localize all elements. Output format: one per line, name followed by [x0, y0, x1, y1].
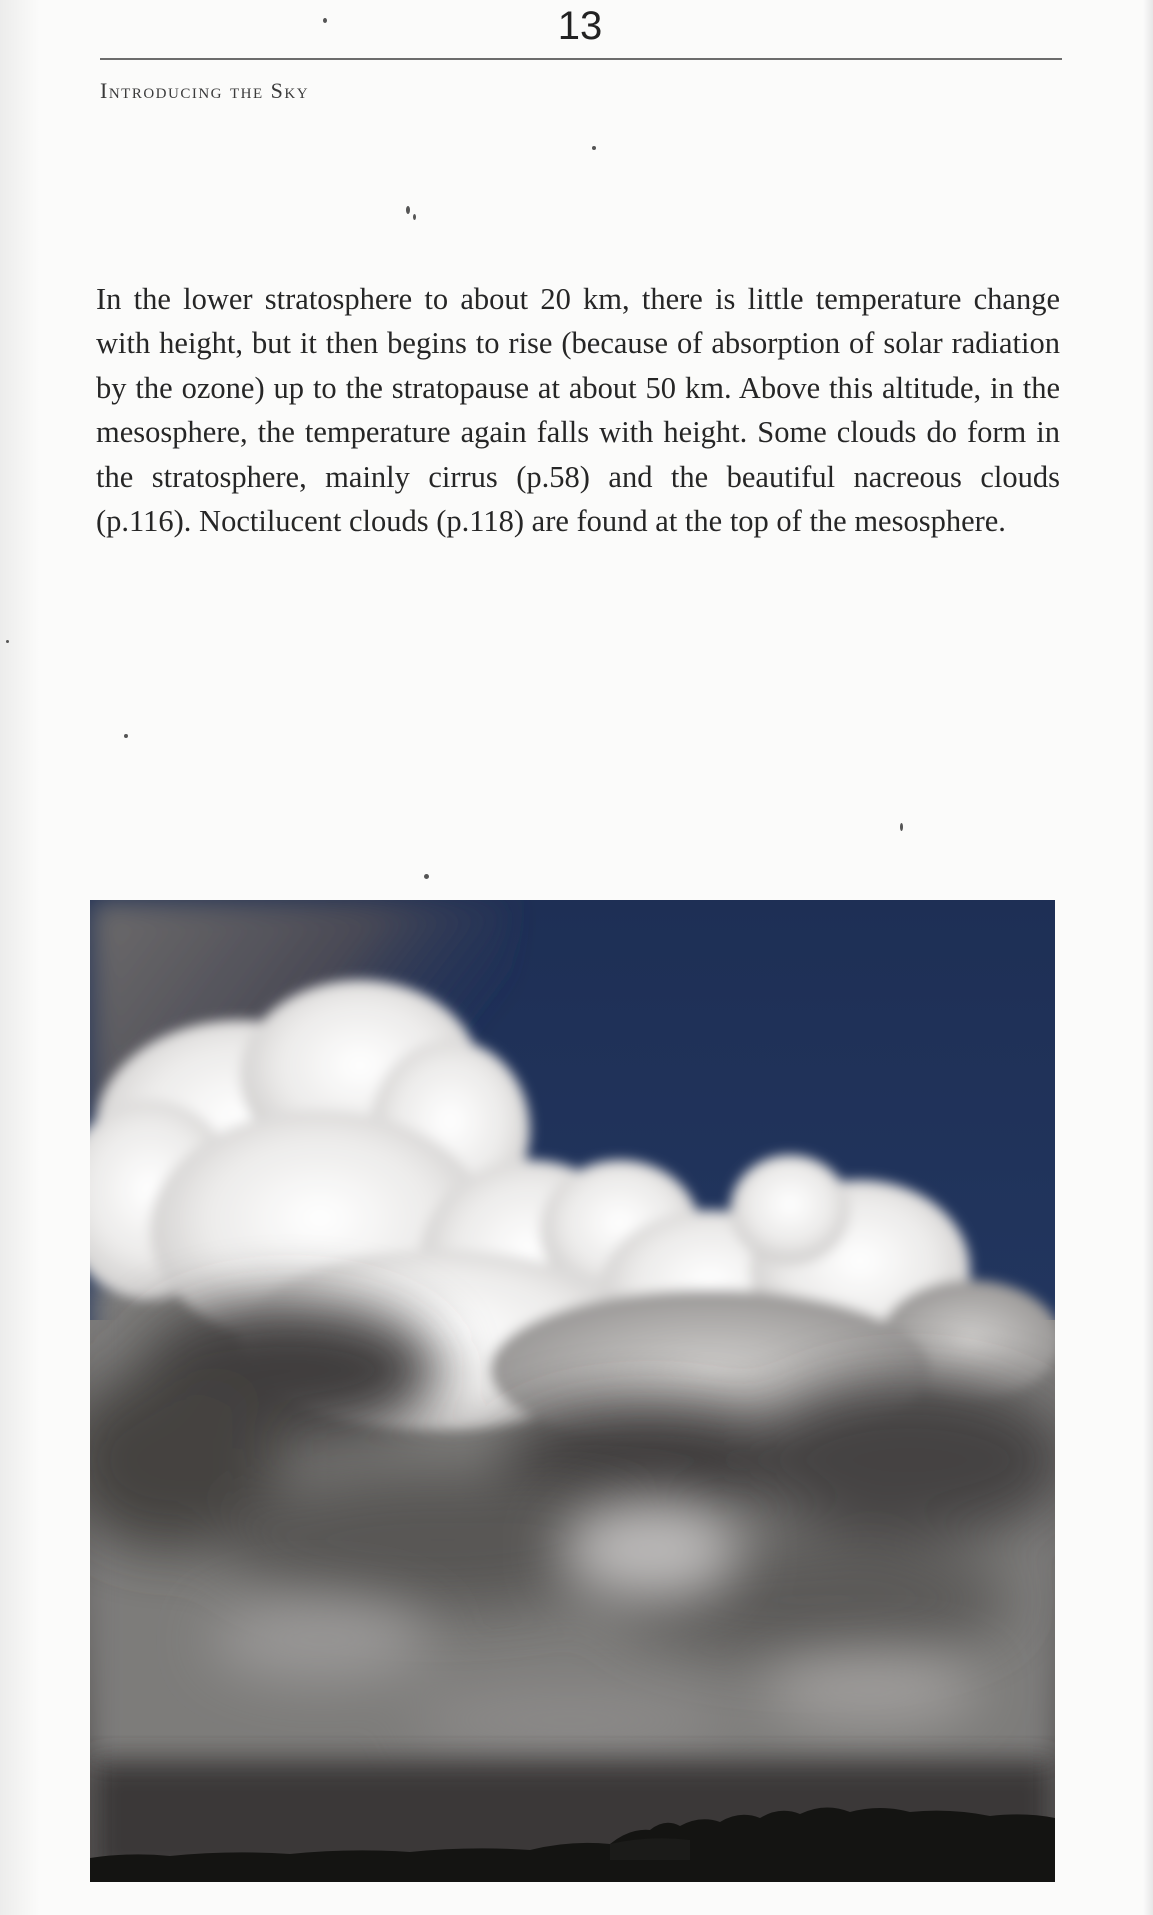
body-paragraph: In the lower stratosphere to about 20 km, there is little temperature change with height, but it then begins to rise (because of absorption of solar radiation by the ozone) up to the stratopause at about 50 km. Above this altitude, in the mesosphere, the temperature again falls with height. Some clouds do form in the stratosphere, mainly cirrus (p.58) and the beautiful nacreous clouds (p.116). Noctilucent clouds (p.118) are found at the top of the mesosphere. — [96, 281, 1060, 539]
page-gutter-shadow — [0, 0, 40, 1915]
cumulus-clouds-photo — [90, 900, 1055, 1882]
header-rule — [100, 58, 1062, 60]
scan-speck — [592, 146, 596, 150]
scan-speck — [413, 214, 416, 220]
scan-speck — [406, 206, 410, 214]
running-head: Introducing the Sky — [100, 78, 310, 103]
scan-speck — [6, 640, 9, 643]
page-edge — [1143, 0, 1153, 1915]
scan-speck — [323, 18, 327, 23]
scan-speck — [124, 734, 128, 738]
page-number: 13 — [557, 4, 603, 48]
scan-speck — [424, 874, 429, 879]
scan-speck — [900, 823, 903, 831]
